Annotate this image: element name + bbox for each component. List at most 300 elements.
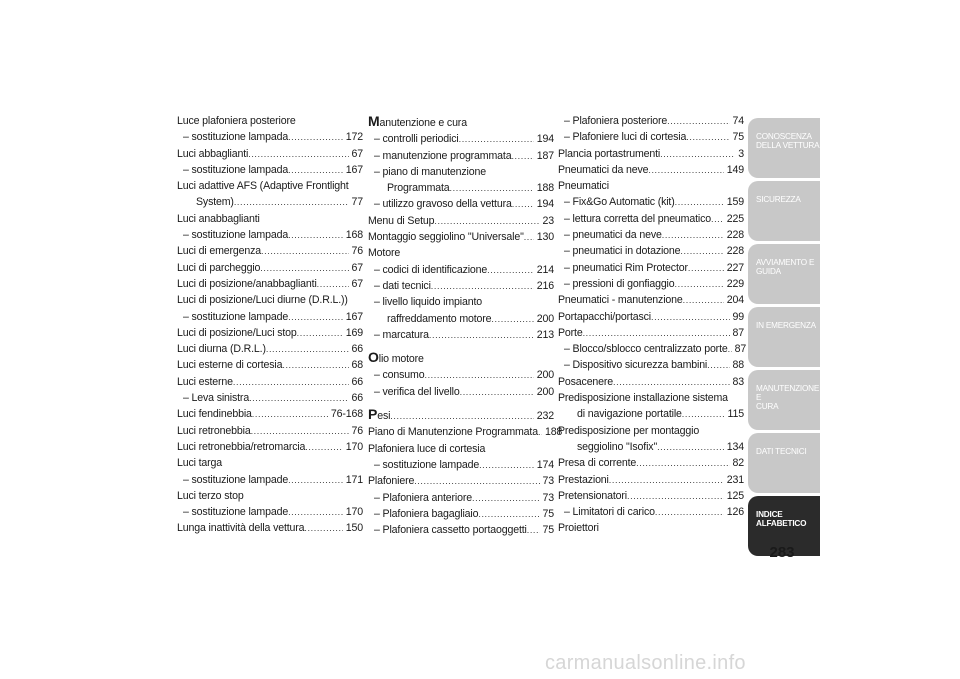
- leader-dots: [675, 194, 724, 210]
- page-ref: 200: [536, 369, 554, 382]
- chapter-tab[interactable]: [748, 244, 820, 304]
- page-ref: 87: [734, 343, 747, 356]
- entry-text: – consumo: [374, 369, 425, 382]
- index-column-1: [177, 113, 363, 537]
- entry-text: Luci di emergenza: [177, 245, 262, 258]
- entry-text: raffreddamento motore: [387, 312, 492, 325]
- page-ref: 115: [727, 408, 744, 421]
- page-ref: 76: [351, 424, 363, 437]
- index-entry: [368, 148, 554, 164]
- chapter-tab[interactable]: [748, 181, 820, 241]
- chapter-tab-label: DATI TECNICI: [756, 447, 807, 456]
- page-ref: 76-168: [330, 408, 363, 421]
- page-ref: 73: [542, 491, 554, 504]
- index-entry: [558, 211, 744, 227]
- leader-dots: [648, 162, 723, 178]
- index-entry: [558, 309, 744, 325]
- page-ref: 232: [536, 410, 554, 423]
- page-ref: 149: [726, 163, 744, 176]
- index-entry: [368, 164, 554, 180]
- page-ref: 194: [536, 198, 554, 211]
- page-ref: 200: [536, 312, 554, 325]
- leader-dots: [688, 260, 724, 276]
- index-entry: [558, 276, 744, 292]
- entry-text: – pneumatici Rim Protector: [564, 261, 688, 274]
- page-ref: 126: [726, 506, 744, 519]
- page-ref: 231: [726, 473, 744, 486]
- entry-text: Luci terzo stop: [177, 489, 244, 502]
- leader-dots: [424, 367, 533, 383]
- page-ref: 77: [351, 196, 363, 209]
- leader-dots: [260, 260, 348, 276]
- index-entry: [177, 341, 363, 357]
- entry-text: Montaggio seggiolino "Universale": [368, 231, 524, 244]
- entry-text: Luci diurna (D.R.L.): [177, 343, 266, 356]
- entry-text: Luci abbaglianti: [177, 147, 249, 160]
- leader-dots: [252, 406, 328, 422]
- leader-dots: [711, 211, 724, 227]
- page-ref: 170: [345, 506, 363, 519]
- leader-dots: [450, 180, 534, 196]
- index-entry: [368, 406, 554, 424]
- leader-dots: [609, 472, 724, 488]
- index-entry: [177, 439, 363, 455]
- leader-dots: [680, 243, 723, 259]
- entry-text: – Plafoniera bagagliaio: [374, 507, 479, 520]
- chapter-tab-label: SICUREZZA: [756, 195, 801, 204]
- page-ref: 67: [351, 261, 363, 274]
- page-ref: 150: [345, 522, 363, 535]
- entry-text: Luci adattive AFS (Adaptive Frontlight: [177, 180, 349, 193]
- index-entry: [177, 423, 363, 439]
- index-entry: [558, 113, 744, 129]
- entry-text: – pneumatici da neve: [564, 229, 662, 242]
- page-ref: 200: [536, 385, 554, 398]
- watermark: carmanualsonline.info: [545, 652, 746, 674]
- index-entry: [368, 262, 554, 278]
- entry-text: – sostituzione lampade: [374, 458, 480, 471]
- page-ref: 188: [536, 182, 554, 195]
- index-entry: [177, 243, 363, 259]
- entry-text: Luci fendinebbia: [177, 408, 252, 421]
- entry-text: Luci targa: [177, 457, 223, 470]
- index-entry: [558, 146, 744, 162]
- leader-dots: [675, 276, 724, 292]
- chapter-tab-label: MANUTENZIONE E: [756, 384, 820, 402]
- entry-text: Pneumatici: [558, 180, 609, 193]
- index-entry: [177, 276, 363, 292]
- entry-text: Prestazioni: [558, 473, 609, 486]
- entry-text: – Plafoniere luci di cortesia: [564, 131, 687, 144]
- entry-text: Pneumatici da neve: [558, 163, 649, 176]
- leader-dots: [479, 457, 534, 473]
- chapter-tab-label: IN EMERGENZA: [756, 321, 816, 330]
- page-ref: 68: [351, 359, 363, 372]
- entry-text: lio motore: [378, 353, 424, 366]
- index-entry: [368, 473, 554, 489]
- entry-text: Programmata: [387, 182, 450, 195]
- entry-text: – sostituzione lampada: [183, 229, 289, 242]
- leader-dots: [288, 309, 343, 325]
- entry-text: – dati tecnici: [374, 279, 431, 292]
- index-entry: [368, 490, 554, 506]
- page-ref: 187: [536, 149, 554, 162]
- chapter-tab-label: DELLA VETTURA: [756, 141, 820, 150]
- index-entry: [368, 278, 554, 294]
- index-entry: [177, 211, 363, 227]
- page-ref: 73: [542, 475, 554, 488]
- leader-dots: [414, 473, 539, 489]
- entry-text: Plancia portastrumenti: [558, 147, 661, 160]
- entry-text: – Plafoniera posteriore: [564, 115, 668, 127]
- page-ref: 87: [732, 326, 744, 339]
- leader-dots: [491, 311, 533, 327]
- leader-dots: [487, 262, 534, 278]
- page-ref: 169: [345, 326, 363, 339]
- entry-text: seggiolino "Isofix": [577, 440, 658, 453]
- index-entry: [177, 178, 363, 194]
- leader-dots: [472, 490, 540, 506]
- leader-dots: [636, 455, 729, 471]
- entry-text: – lettura corretta del pneumatico: [564, 212, 711, 225]
- page-ref: 204: [726, 294, 744, 307]
- index-entry: [368, 113, 554, 131]
- leader-dots: [511, 148, 533, 164]
- index-entry: [558, 423, 744, 439]
- entry-text: – marcatura: [374, 328, 429, 341]
- leader-dots: [683, 292, 724, 308]
- page-ref: 225: [726, 212, 744, 225]
- leader-dots: [266, 341, 349, 357]
- entry-text: – verifica del livello: [374, 385, 460, 398]
- leader-dots: [651, 309, 730, 325]
- page-ref: 75: [542, 507, 554, 520]
- entry-text: – pneumatici in dotazione: [564, 245, 681, 258]
- entry-text: Presa di corrente: [558, 457, 637, 470]
- section-initial: O: [368, 349, 379, 366]
- entry-text: – livello liquido impianto: [374, 296, 482, 309]
- page-ref: 83: [732, 375, 744, 388]
- leader-dots: [288, 472, 343, 488]
- leader-dots: [234, 194, 349, 210]
- chapter-tab[interactable]: [748, 118, 820, 178]
- page-ref: 75: [732, 131, 744, 144]
- entry-text: – Plafoniera anteriore: [374, 491, 472, 504]
- entry-text: Lunga inattività della vettura: [177, 522, 305, 535]
- page-ref: 171: [345, 473, 363, 486]
- index-entry: [177, 520, 363, 536]
- leader-dots: [660, 146, 735, 162]
- index-column-2: [368, 113, 563, 538]
- index-entry: [558, 292, 744, 308]
- entry-text: Luci retronebbia/retromarcia: [177, 440, 306, 453]
- index-entry: [177, 374, 363, 390]
- page-ref: 23: [542, 214, 554, 227]
- leader-dots: [707, 357, 729, 373]
- entry-text: – piano di manutenzione: [374, 165, 486, 178]
- page-ref: 188: [544, 426, 563, 439]
- leader-dots: [460, 384, 534, 400]
- entry-text: – sostituzione lampade: [183, 310, 289, 323]
- entry-text: di navigazione portatile: [577, 408, 682, 421]
- entry-text: Predisposizione per montaggio: [558, 424, 700, 437]
- leader-dots: [512, 196, 534, 212]
- entry-text: – sostituzione lampada: [183, 131, 289, 144]
- index-entry: [558, 504, 744, 520]
- leader-dots: [233, 374, 349, 390]
- entry-text: Luci anabbaglianti: [177, 212, 260, 225]
- index-column-3: [558, 113, 747, 537]
- index-entry: [177, 488, 363, 504]
- index-entry: [177, 129, 363, 145]
- entry-text: Luci di posizione/anabbaglianti: [177, 277, 317, 290]
- entry-text: Menu di Setup: [368, 214, 435, 227]
- index-entry: [177, 325, 363, 341]
- index-entry: [368, 424, 563, 440]
- index-entry: [177, 162, 363, 178]
- entry-text: Luci retronebbia: [177, 424, 251, 437]
- index-entry: [368, 196, 554, 212]
- page-ref: 167: [345, 163, 363, 176]
- page-ref: 229: [726, 277, 744, 290]
- page-ref: 172: [345, 131, 363, 144]
- leader-dots: [288, 162, 343, 178]
- page-ref: 74: [732, 115, 744, 127]
- index-entry: [368, 457, 554, 473]
- chapter-tabs: [748, 118, 820, 559]
- leader-dots: [459, 131, 534, 147]
- leader-dots: [662, 227, 724, 243]
- page-ref: 75: [542, 524, 554, 537]
- page-ref: 159: [726, 196, 744, 209]
- chapter-tab-label: INDICE: [756, 510, 783, 519]
- entry-text: – codici di identificazione: [374, 263, 488, 276]
- leader-dots: [682, 406, 725, 422]
- leader-dots: [431, 278, 534, 294]
- index-entry: [368, 245, 554, 261]
- page-ref: 3: [738, 147, 744, 160]
- index-entry: [558, 472, 744, 488]
- index-entry: [368, 349, 554, 367]
- leader-dots: [524, 229, 534, 245]
- index-entry: [368, 213, 554, 229]
- entry-text: – sostituzione lampade: [183, 506, 289, 519]
- entry-text: Luci di posizione/Luci stop: [177, 326, 297, 339]
- index-entry: [558, 227, 744, 243]
- entry-text: – Dispositivo sicurezza bambini: [564, 359, 708, 372]
- entry-text: – Fix&Go Automatic (kit): [564, 196, 675, 209]
- entry-text: Luci esterne di cortesia: [177, 359, 283, 372]
- index-entry: [368, 506, 554, 522]
- leader-dots: [251, 423, 349, 439]
- index-entry: [558, 406, 744, 422]
- chapter-tab[interactable]: [748, 370, 820, 430]
- index-entry: [558, 374, 744, 390]
- index-entry: [177, 455, 363, 471]
- leader-dots: [657, 439, 724, 455]
- index-entry: [368, 131, 554, 147]
- entry-text: System): [196, 196, 234, 209]
- leader-dots: [527, 522, 540, 538]
- chapter-tab-label: CONOSCENZA: [756, 132, 812, 141]
- entry-text: Pretensionatori: [558, 489, 628, 502]
- leader-dots: [288, 227, 343, 243]
- index-entry: [368, 384, 554, 400]
- entry-text: Porte: [558, 326, 583, 339]
- leader-dots: [686, 129, 729, 145]
- index-entry: [558, 162, 744, 178]
- entry-text: – Limitatori di carico: [564, 506, 655, 519]
- index-entry: [558, 129, 744, 145]
- entry-text: Luce plafoniera posteriore: [177, 115, 296, 127]
- leader-dots: [627, 488, 724, 504]
- index-entry: [368, 441, 554, 457]
- page-ref: 170: [345, 440, 363, 453]
- page-ref: 194: [536, 133, 554, 146]
- index-entry: [177, 292, 363, 308]
- index-entry: [177, 146, 363, 162]
- entry-text: Plafoniera luce di cortesia: [368, 442, 486, 455]
- index-entry: [368, 294, 554, 310]
- index-entry: [177, 260, 363, 276]
- leader-dots: [249, 390, 348, 406]
- index-entry: [558, 439, 744, 455]
- entry-text: – manutenzione programmata: [374, 149, 512, 162]
- index-entry: [368, 367, 554, 383]
- leader-dots: [305, 439, 342, 455]
- page-ref: 130: [536, 231, 554, 244]
- leader-dots: [304, 520, 342, 536]
- page-ref: 125: [726, 489, 744, 502]
- entry-text: Proiettori: [558, 522, 599, 535]
- section-initial: P: [368, 406, 378, 423]
- page-ref: 216: [536, 279, 554, 292]
- index-entry: [177, 406, 363, 422]
- entry-text: Pneumatici - manutenzione: [558, 294, 683, 307]
- page-ref: 213: [536, 328, 554, 341]
- index-entry: [177, 113, 363, 129]
- entry-text: Luci di parcheggio: [177, 261, 261, 274]
- leader-dots: [429, 327, 534, 343]
- leader-dots: [613, 374, 729, 390]
- leader-dots: [297, 325, 343, 341]
- page-ref: 168: [345, 229, 363, 242]
- page-ref: 99: [732, 310, 744, 323]
- page-ref: 174: [536, 458, 554, 471]
- page-ref: 82: [732, 457, 744, 470]
- index-entry: [177, 227, 363, 243]
- index-entry: [558, 390, 744, 406]
- page-ref: 76: [351, 245, 363, 258]
- entry-text: – sostituzione lampada: [183, 163, 289, 176]
- entry-text: – utilizzo gravoso della vettura: [374, 198, 512, 211]
- index-entry: [558, 260, 744, 276]
- entry-text: – controlli periodici: [374, 133, 459, 146]
- page-ref: 134: [726, 440, 744, 453]
- leader-dots: [434, 213, 539, 229]
- index-entry: [177, 472, 363, 488]
- leader-dots: [667, 113, 729, 129]
- leader-dots: [288, 504, 343, 520]
- index-entry: [177, 390, 363, 406]
- chapter-tab-label: AVVIAMENTO E: [756, 258, 815, 267]
- leader-dots: [248, 146, 348, 162]
- entry-text: anutenzione e cura: [379, 117, 467, 129]
- entry-text: Portapacchi/portasci: [558, 310, 651, 323]
- entry-text: Plafoniere: [368, 475, 415, 488]
- index-entry: [558, 488, 744, 504]
- index-entry: [558, 341, 747, 357]
- chapter-tab-label: CURA: [756, 402, 779, 411]
- leader-dots: [317, 276, 349, 292]
- leader-dots: [282, 357, 348, 373]
- index-entry: [558, 243, 744, 259]
- page-ref: 228: [726, 229, 744, 242]
- chapter-tab[interactable]: [748, 433, 820, 493]
- entry-text: Luci esterne: [177, 375, 233, 388]
- entry-text: Piano di Manutenzione Programmata: [368, 426, 538, 439]
- leader-dots: [261, 243, 348, 259]
- index-entry: [558, 178, 744, 194]
- entry-text: – pressioni di gonfiaggio: [564, 277, 675, 290]
- index-entry: [368, 522, 554, 538]
- page-ref: 88: [732, 359, 744, 372]
- index-entry: [558, 455, 744, 471]
- page-ref: 228: [726, 245, 744, 258]
- page-ref: 66: [351, 392, 363, 405]
- leader-dots: [655, 504, 724, 520]
- entry-text: Motore: [368, 247, 401, 260]
- chapter-tab-label: ALFABETICO: [756, 519, 807, 528]
- chapter-tab-label: GUIDA: [756, 267, 781, 276]
- page-ref: 227: [726, 261, 744, 274]
- page-ref: 167: [345, 310, 363, 323]
- entry-text: esi: [377, 410, 391, 423]
- index-entry: [558, 194, 744, 210]
- page-number: 283: [769, 544, 795, 561]
- page-ref: 67: [351, 277, 363, 290]
- leader-dots: [390, 408, 533, 424]
- index-entry: [368, 229, 554, 245]
- entry-text: – Blocco/sblocco centralizzato porte: [564, 343, 728, 356]
- page-ref: 214: [536, 263, 554, 276]
- index-entry: [558, 325, 744, 341]
- entry-text: Predisposizione installazione sistema: [558, 392, 728, 405]
- index-entry: [558, 520, 744, 536]
- index-entry: [177, 357, 363, 373]
- index-entry: [177, 309, 363, 325]
- entry-text: Luci di posizione/Luci diurne (D.R.L.)): [177, 294, 348, 307]
- index-entry: [368, 180, 554, 196]
- entry-text: – Plafoniera cassetto portaoggetti: [374, 524, 527, 537]
- leader-dots: [478, 506, 539, 522]
- entry-text: – Leva sinistra: [183, 392, 250, 405]
- section-initial: M: [368, 113, 380, 129]
- page-ref: 66: [351, 375, 363, 388]
- index-entry: [368, 327, 554, 343]
- index-entry: [558, 357, 744, 373]
- entry-text: Posacenere: [558, 375, 614, 388]
- leader-dots: [583, 325, 730, 341]
- index-entry: [177, 504, 363, 520]
- index-entry: [368, 311, 554, 327]
- leader-dots: [288, 129, 343, 145]
- page-ref: 67: [351, 147, 363, 160]
- index-entry: [177, 194, 363, 210]
- chapter-tab[interactable]: [748, 307, 820, 367]
- page-ref: 66: [351, 343, 363, 356]
- entry-text: – sostituzione lampade: [183, 473, 289, 486]
